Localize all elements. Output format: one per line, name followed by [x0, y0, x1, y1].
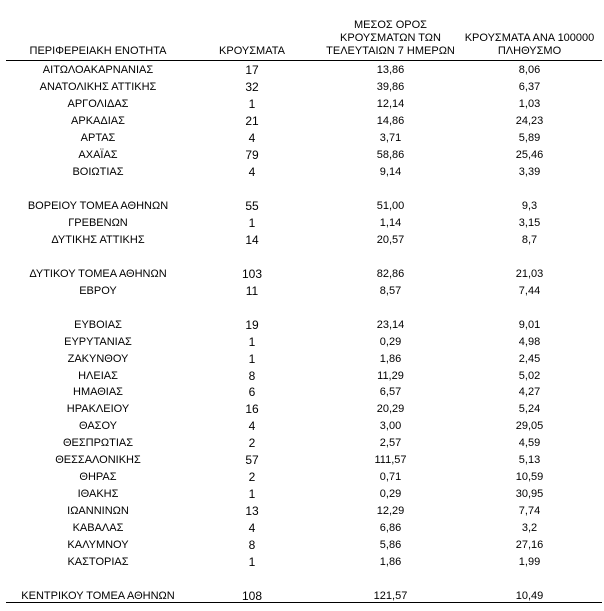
- cell-per100k: 10,49: [515, 590, 544, 603]
- cell-avg7: 3,00: [379, 420, 402, 433]
- cell-cases: 17: [245, 63, 259, 77]
- cell-region: ΑΡΤΑΣ: [80, 131, 116, 144]
- cell-per100k: 5,02: [518, 369, 541, 382]
- cell-per100k: 29,05: [515, 420, 544, 433]
- cell-per100k: 30,95: [515, 488, 544, 501]
- cell-avg7: 58,86: [376, 148, 405, 161]
- table-row: [0, 452, 604, 468]
- cell-region: ΗΛΕΙΑΣ: [78, 369, 118, 382]
- cell-per100k: 3,15: [518, 216, 541, 229]
- cell-per100k: 5,89: [518, 131, 541, 144]
- table-row: [0, 503, 604, 519]
- table-row: [0, 113, 604, 129]
- cell-avg7: 1,14: [379, 216, 402, 229]
- cell-cases: 14: [245, 232, 259, 247]
- cell-region: ΔΥΤΙΚΗΣ ΑΤΤΙΚΗΣ: [51, 233, 145, 246]
- table-row: [0, 384, 604, 400]
- cell-avg7: 5,86: [379, 539, 402, 552]
- cell-region: ΑΡΚΑΔΙΑΣ: [71, 114, 125, 127]
- header-avg7-line-1: ΜΕΣΟΣ ΟΡΟΣ: [354, 19, 427, 31]
- cell-cases: 1: [248, 96, 256, 111]
- cell-cases: 19: [245, 317, 259, 332]
- cell-cases: 4: [248, 419, 256, 434]
- cell-region: ΑΝΑΤΟΛΙΚΗΣ ΑΤΤΙΚΗΣ: [39, 81, 157, 93]
- cell-avg7: 0,29: [379, 335, 402, 348]
- cell-per100k: 1,99: [518, 556, 541, 569]
- table-row: [0, 215, 604, 231]
- cell-per100k: 1,03: [518, 97, 541, 110]
- cell-avg7: 111,57: [374, 454, 407, 467]
- cell-avg7: 1,86: [379, 556, 402, 569]
- cell-region: ΔΥΤΙΚΟΥ ΤΟΜΕΑ ΑΘΗΝΩΝ: [29, 267, 167, 280]
- header-region: [0, 45, 196, 58]
- cell-avg7: 82,86: [376, 267, 405, 280]
- table-row: [0, 283, 604, 299]
- cell-region: ΒΟΙΩΤΙΑΣ: [72, 165, 124, 178]
- header-cases: [196, 45, 308, 58]
- cell-region: ΙΩΑΝΝΙΝΩΝ: [67, 505, 129, 518]
- cell-per100k: 9,01: [518, 318, 541, 331]
- cell-avg7: 13,86: [376, 64, 405, 76]
- cell-per100k: 7,44: [518, 284, 541, 297]
- cell-per100k: 4,59: [518, 437, 541, 450]
- cell-region: ΘΗΡΑΣ: [79, 471, 117, 484]
- cell-region: ΗΜΑΘΙΑΣ: [73, 386, 123, 399]
- table-row: [0, 232, 604, 248]
- bottom-divider: [6, 602, 602, 603]
- cell-cases: 11: [245, 283, 259, 298]
- spacer-row: [0, 249, 604, 265]
- cell-per100k: 21,03: [515, 267, 544, 280]
- cell-per100k: 3,2: [521, 522, 538, 535]
- table-row: [0, 79, 604, 95]
- table-row: [0, 418, 604, 434]
- cell-cases: 2: [248, 436, 256, 451]
- spacer-row: [0, 181, 604, 197]
- cell-region: ΓΡΕΒΕΝΩΝ: [68, 216, 128, 229]
- cell-cases: 16: [245, 402, 259, 417]
- table-row: [0, 537, 604, 553]
- cell-avg7: 12,14: [376, 97, 405, 110]
- table-row: [0, 554, 604, 570]
- cell-avg7: 20,29: [376, 403, 405, 416]
- cell-region: ΑΡΓΟΛΙΔΑΣ: [67, 97, 129, 110]
- cell-cases: 1: [248, 334, 256, 349]
- cell-cases: 1: [248, 351, 256, 366]
- table-row: [0, 164, 604, 180]
- cell-avg7: 0,29: [379, 488, 402, 501]
- cell-cases: 1: [248, 215, 256, 230]
- cell-avg7: 121,57: [373, 590, 408, 603]
- cell-region: ΚΕΝΤΡΙΚΟΥ ΤΟΜΕΑ ΑΘΗΝΩΝ: [21, 590, 175, 603]
- cell-per100k: 7,74: [518, 505, 541, 518]
- cell-cases: 4: [248, 164, 256, 179]
- cell-avg7: 6,57: [379, 386, 402, 399]
- cell-avg7: 6,86: [379, 522, 402, 535]
- table-row: [0, 368, 604, 384]
- cell-cases: 4: [248, 521, 256, 536]
- header-region-line: ΠΕΡΙΦΕΡΕΙΑΚΗ ΕΝΟΤΗΤΑ: [29, 45, 167, 57]
- table-row: [0, 130, 604, 146]
- cell-cases: 1: [248, 487, 256, 502]
- cell-region: ΙΘΑΚΗΣ: [77, 488, 119, 501]
- header-cases-line: ΚΡΟΥΣΜΑΤΑ: [219, 45, 285, 57]
- table-row: [0, 469, 604, 485]
- table-row: [0, 147, 604, 163]
- cell-region: ΘΑΣΟΥ: [78, 420, 118, 433]
- cell-per100k: 3,39: [518, 165, 541, 178]
- cell-per100k: 4,98: [518, 335, 541, 348]
- cell-region: ΑΙΤΩΛΟΑΚΑΡΝΑΝΙΑΣ: [42, 64, 154, 76]
- cell-cases: 1: [248, 555, 256, 570]
- cell-region: ΚΑΛΥΜΝΟΥ: [67, 539, 129, 552]
- cell-per100k: 24,23: [515, 114, 544, 127]
- cell-region: ΚΑΣΤΟΡΙΑΣ: [67, 556, 129, 569]
- cell-cases: 79: [245, 147, 259, 162]
- header-avg7-line-3: ΤΕΛΕΥΤΑΙΩΝ 7 ΗΜΕΡΩΝ: [326, 45, 455, 57]
- cell-avg7: 11,29: [377, 369, 404, 382]
- header-per100k: [455, 32, 604, 58]
- cell-per100k: 2,45: [518, 352, 541, 365]
- spacer-row: [0, 571, 604, 587]
- cell-region: ΕΒΡΟΥ: [79, 284, 117, 297]
- cell-cases: 108: [241, 589, 263, 604]
- cell-per100k: 27,16: [515, 539, 544, 552]
- table-row: [0, 266, 604, 282]
- cell-cases: 55: [245, 198, 259, 213]
- cell-region: ΑΧΑΪΑΣ: [78, 148, 118, 161]
- cell-cases: 32: [245, 80, 259, 94]
- cell-region: ΘΕΣΣΑΛΟΝΙΚΗΣ: [55, 454, 141, 467]
- cell-avg7: 9,14: [379, 165, 402, 178]
- cell-region: ΗΡΑΚΛΕΙΟΥ: [66, 403, 130, 416]
- cell-cases: 8: [248, 368, 256, 383]
- header-per100k-line-2: ΠΛΗΘΥΣΜΟ: [497, 45, 562, 57]
- cell-per100k: 6,37: [518, 81, 541, 93]
- cell-per100k: 4,27: [518, 386, 541, 399]
- cell-region: ΕΥΒΟΙΑΣ: [74, 318, 122, 331]
- cell-cases: 13: [245, 504, 259, 519]
- cell-avg7: 23,14: [376, 318, 405, 331]
- cell-per100k: 8,7: [521, 233, 538, 246]
- table-row: [0, 486, 604, 502]
- cell-avg7: 0,71: [379, 471, 402, 484]
- cell-region: ΚΑΒΑΛΑΣ: [72, 522, 124, 535]
- table-row: [0, 334, 604, 350]
- header-divider: [6, 60, 602, 61]
- table-row: [0, 198, 604, 214]
- cell-cases: 4: [248, 130, 256, 145]
- cell-cases: 57: [245, 453, 259, 468]
- header-avg7: [318, 19, 463, 58]
- cell-avg7: 14,86: [376, 114, 405, 127]
- cell-cases: 21: [245, 113, 259, 128]
- cell-per100k: 8,06: [518, 64, 541, 76]
- cell-avg7: 20,57: [376, 233, 405, 246]
- spacer-row: [0, 300, 604, 316]
- cell-region: ΖΑΚΥΝΘΟΥ: [67, 352, 129, 365]
- cell-region: ΘΕΣΠΡΩΤΙΑΣ: [62, 437, 134, 450]
- table-row: [0, 520, 604, 536]
- table-row: [0, 96, 604, 112]
- cell-cases: 6: [248, 385, 256, 400]
- cell-avg7: 1,86: [379, 352, 402, 365]
- header-per100k-line-1: ΚΡΟΥΣΜΑΤΑ ΑΝΑ 100000: [464, 32, 595, 44]
- cell-per100k: 5,24: [518, 403, 541, 416]
- cell-avg7: 51,00: [376, 199, 405, 212]
- header-avg7-line-2: ΚΡΟΥΣΜΑΤΩΝ ΤΩΝ: [340, 32, 441, 44]
- cell-cases: 103: [241, 266, 263, 281]
- table-row: [0, 435, 604, 451]
- cell-avg7: 8,57: [379, 284, 402, 297]
- cell-per100k: 5,13: [518, 454, 541, 467]
- table-row: [0, 317, 604, 333]
- cell-per100k: 25,46: [515, 148, 544, 161]
- cell-avg7: 12,29: [376, 505, 405, 518]
- cell-per100k: 9,3: [521, 199, 538, 212]
- cell-avg7: 2,57: [379, 437, 402, 450]
- cell-region: ΕΥΡΥΤΑΝΙΑΣ: [64, 335, 132, 348]
- cell-avg7: 39,86: [376, 81, 405, 93]
- cell-avg7: 3,71: [379, 131, 402, 144]
- cell-cases: 2: [248, 470, 256, 485]
- table-row: [0, 401, 604, 417]
- cell-cases: 8: [248, 538, 256, 553]
- cell-region: ΒΟΡΕΙΟΥ ΤΟΜΕΑ ΑΘΗΝΩΝ: [27, 199, 169, 212]
- table-row: [0, 62, 604, 78]
- table-row: [0, 351, 604, 367]
- cell-per100k: 10,59: [515, 471, 544, 484]
